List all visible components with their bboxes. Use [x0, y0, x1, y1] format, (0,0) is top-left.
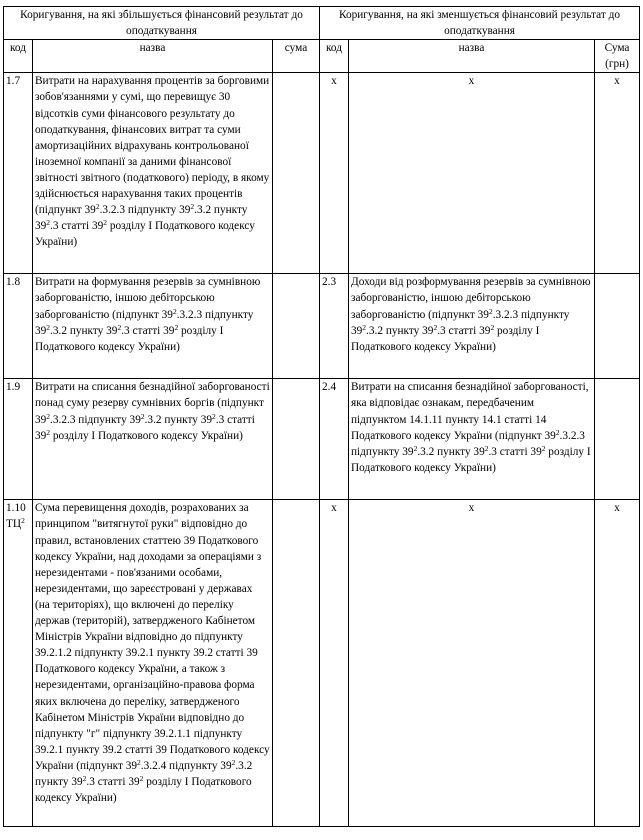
row-code-right: x	[320, 73, 349, 274]
column-sum-right: Сума (грн)	[595, 40, 640, 73]
row-code-left: 1.10 $ТЦ^2$	[4, 500, 33, 827]
column-header-row	[4, 40, 640, 73]
table-row	[4, 73, 640, 274]
row-name-left: Витрати на нарахування процентів за борговими зобов'язаннями у сумі, що перевищує 30 відсотків суми фінансового результату до оподаткування, фінансових витрат та суми амортизаційних відрахувань контрольованої іноземної компанії за даними фінансової звітності звітного (податкового) періоду, в якому здійснюється нарахування таких процентів (підпункт $39^2.3.2.3$ підпункту $39^2.3.2$ пункту $39^2.3$ статті $39^2$ розділу I Податкового кодексу України)	[33, 73, 273, 274]
row-code-left: 1.8	[4, 274, 33, 379]
decrease-section-title: Коригування, на які зменшується фінансовий результат до оподаткування	[320, 7, 640, 40]
column-code-right: код	[320, 40, 349, 73]
column-sum-left: сума	[273, 40, 320, 73]
row-sum-left	[273, 274, 320, 379]
row-code-left: 1.9	[4, 379, 33, 500]
table-row	[4, 274, 640, 379]
row-sum-right: x	[595, 73, 640, 274]
row-name-right: x	[349, 500, 595, 827]
row-sum-left	[273, 500, 320, 827]
row-name-right: Доходи від розформування резервів за сумнівною заборгованістю, іншою дебіторською заборгованістю (підпункт $39^2.3.2.3$ підпункту $39^2.3.2$ пункту $39^2.3$ статті $39^2$ розділу I Податкового кодексу України)	[349, 274, 595, 379]
row-name-left: Витрати на списання безнадійної заборгованості понад суму резерву сумнівних боргів (підпункт $39^2.3.2.3$ підпункту $39^2.3.2$ пункту $39^2.3$ статті $39^2$ розділу I Податкового кодексу України)	[33, 379, 273, 500]
row-sum-right: x	[595, 500, 640, 827]
column-name-right: назва	[349, 40, 595, 73]
row-name-right: Витрати на списання безнадійної заборгованості, яка відповідає ознакам, передбаченим підпунктом 14.1.11 пункту 14.1 статті 14 Податкового кодексу України (підпункт $39^2.3.2.3$ підпункту $39^2.3.2$ пункту $39^2.3$ статті $39^2$ розділу I Податкового кодексу України)	[349, 379, 595, 500]
row-sum-left	[273, 73, 320, 274]
table-row	[4, 379, 640, 500]
row-sum-left	[273, 379, 320, 500]
row-sum-right	[595, 379, 640, 500]
column-name-left: назва	[33, 40, 273, 73]
row-sum-right	[595, 274, 640, 379]
table-row	[4, 500, 640, 827]
tax-adjustments-table	[3, 6, 640, 827]
column-code-left: код	[4, 40, 33, 73]
row-name-left: Витрати на формування резервів за сумнівною заборгованістю, іншою дебіторською заборгованістю (підпункт $39^2.3.2.3$ підпункту $39^2.3.2$ пункту $39^2.3$ статті $39^2$ розділу I Податкового кодексу України)	[33, 274, 273, 379]
section-header-row	[4, 7, 640, 40]
increase-section-title: Коригування, на які збільшується фінансовий результат до оподаткування	[4, 7, 320, 40]
row-name-right: x	[349, 73, 595, 274]
row-code-left: 1.7	[4, 73, 33, 274]
row-code-right: 2.4	[320, 379, 349, 500]
row-name-left: Сума перевищення доходів, розрахованих за принципом "витягнутої руки" відповідно до правил, встановлених статтею 39 Податкового кодексу України, над доходами за операціями з нерезидентами - пов'язаними особами, нерезидентами, що зареєстровані у державах (на територіях), що включені до переліку держав (територій), затвердженого Кабінетом Міністрів України відповідно до підпункту 39.2.1.2 підпункту 39.2.1 пункту 39.2 статті 39 Податкового кодексу України, а також з нерезидентами, організаційно-правова форма яких включена до переліку, затвердженого Кабінетом Міністрів України відповідно до підпункту "г" підпункту 39.2.1.1 підпункту 39.2.1 пункту 39.2 статті 39 Податкового кодексу України (підпункт $39^2.3.2.4$ підпункту $39^2.3.2$ пункту $39^2.3$ статті $39^2$ розділу I Податкового кодексу України)	[33, 500, 273, 827]
row-code-right: 2.3	[320, 274, 349, 379]
row-code-right: x	[320, 500, 349, 827]
